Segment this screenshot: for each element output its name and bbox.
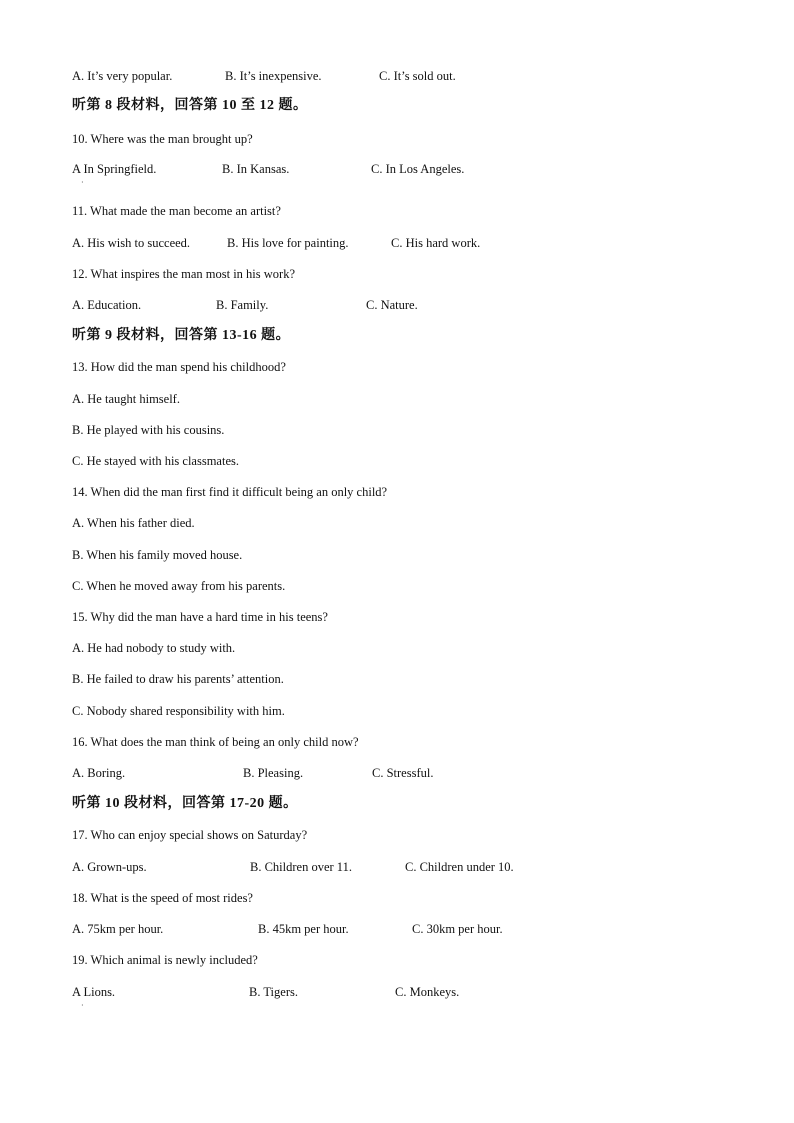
q18-option-a: A. 75km per hour. — [72, 922, 164, 936]
q15-option-c: C. Nobody shared responsibility with him. — [72, 704, 285, 718]
section-9-heading: 听第 9 段材料，回答第 13-16 题。 — [72, 328, 291, 343]
q19-option-c: C. Monkeys. — [395, 985, 460, 999]
q17-option-c: C. Children under 10. — [405, 860, 514, 874]
q10-question: 10. Where was the man brought up? — [72, 132, 253, 146]
q16-question: 16. What does the man think of being an only child now? — [72, 735, 359, 749]
q15-question: 15. Why did the man have a hard time in his teens? — [72, 610, 328, 624]
q17-option-b: B. Children over 11. — [250, 860, 352, 874]
q11-option-b: B. His love for painting. — [227, 236, 349, 250]
q16-option-b: B. Pleasing. — [243, 766, 304, 780]
q11-question: 11. What made the man become an artist? — [72, 204, 281, 218]
q16-option-a: A. Boring. — [72, 766, 126, 780]
q14-question: 14. When did the man first find it difficult being an only child? — [72, 485, 388, 499]
q18-option-b: B. 45km per hour. — [258, 922, 349, 936]
q17-question: 17. Who can enjoy special shows on Saturday? — [72, 828, 308, 842]
q15-option-b: B. He failed to draw his parents’ attention. — [72, 672, 284, 686]
q9-option-a: A. It’s very popular. — [72, 69, 173, 83]
q17-option-a: A. Grown-ups. — [72, 860, 147, 874]
stray-dot: · — [81, 178, 84, 187]
q14-option-c: C. When he moved away from his parents. — [72, 579, 286, 593]
q10-option-a: A In Springfield. — [72, 162, 157, 176]
q13-option-a: A. He taught himself. — [72, 392, 180, 406]
q10-option-b: B. In Kansas. — [222, 162, 290, 176]
q16-option-c: C. Stressful. — [372, 766, 434, 780]
q12-question: 12. What inspires the man most in his work? — [72, 267, 296, 281]
q10-option-c: C. In Los Angeles. — [371, 162, 465, 176]
q12-option-a: A. Education. — [72, 298, 142, 312]
section-10-heading: 听第 10 段材料，回答第 17-20 题。 — [72, 796, 298, 811]
q13-option-b: B. He played with his cousins. — [72, 423, 225, 437]
q12-option-c: C. Nature. — [366, 298, 418, 312]
section-8-heading: 听第 8 段材料，回答第 10 至 12 题。 — [72, 98, 308, 113]
q19-option-b: B. Tigers. — [249, 985, 298, 999]
q14-option-a: A. When his father died. — [72, 516, 195, 530]
q11-option-c: C. His hard work. — [391, 236, 481, 250]
stray-dot: · — [81, 1001, 84, 1010]
q12-option-b: B. Family. — [216, 298, 269, 312]
q19-question: 19. Which animal is newly included? — [72, 953, 258, 967]
q13-question: 13. How did the man spend his childhood? — [72, 360, 286, 374]
q18-question: 18. What is the speed of most rides? — [72, 891, 253, 905]
q14-option-b: B. When his family moved house. — [72, 548, 243, 562]
q13-option-c: C. He stayed with his classmates. — [72, 454, 239, 468]
q15-option-a: A. He had nobody to study with. — [72, 641, 236, 655]
q19-option-a: A Lions. — [72, 985, 116, 999]
q9-option-c: C. It’s sold out. — [379, 69, 456, 83]
q9-option-b: B. It’s inexpensive. — [225, 69, 322, 83]
q11-option-a: A. His wish to succeed. — [72, 236, 191, 250]
q18-option-c: C. 30km per hour. — [412, 922, 503, 936]
